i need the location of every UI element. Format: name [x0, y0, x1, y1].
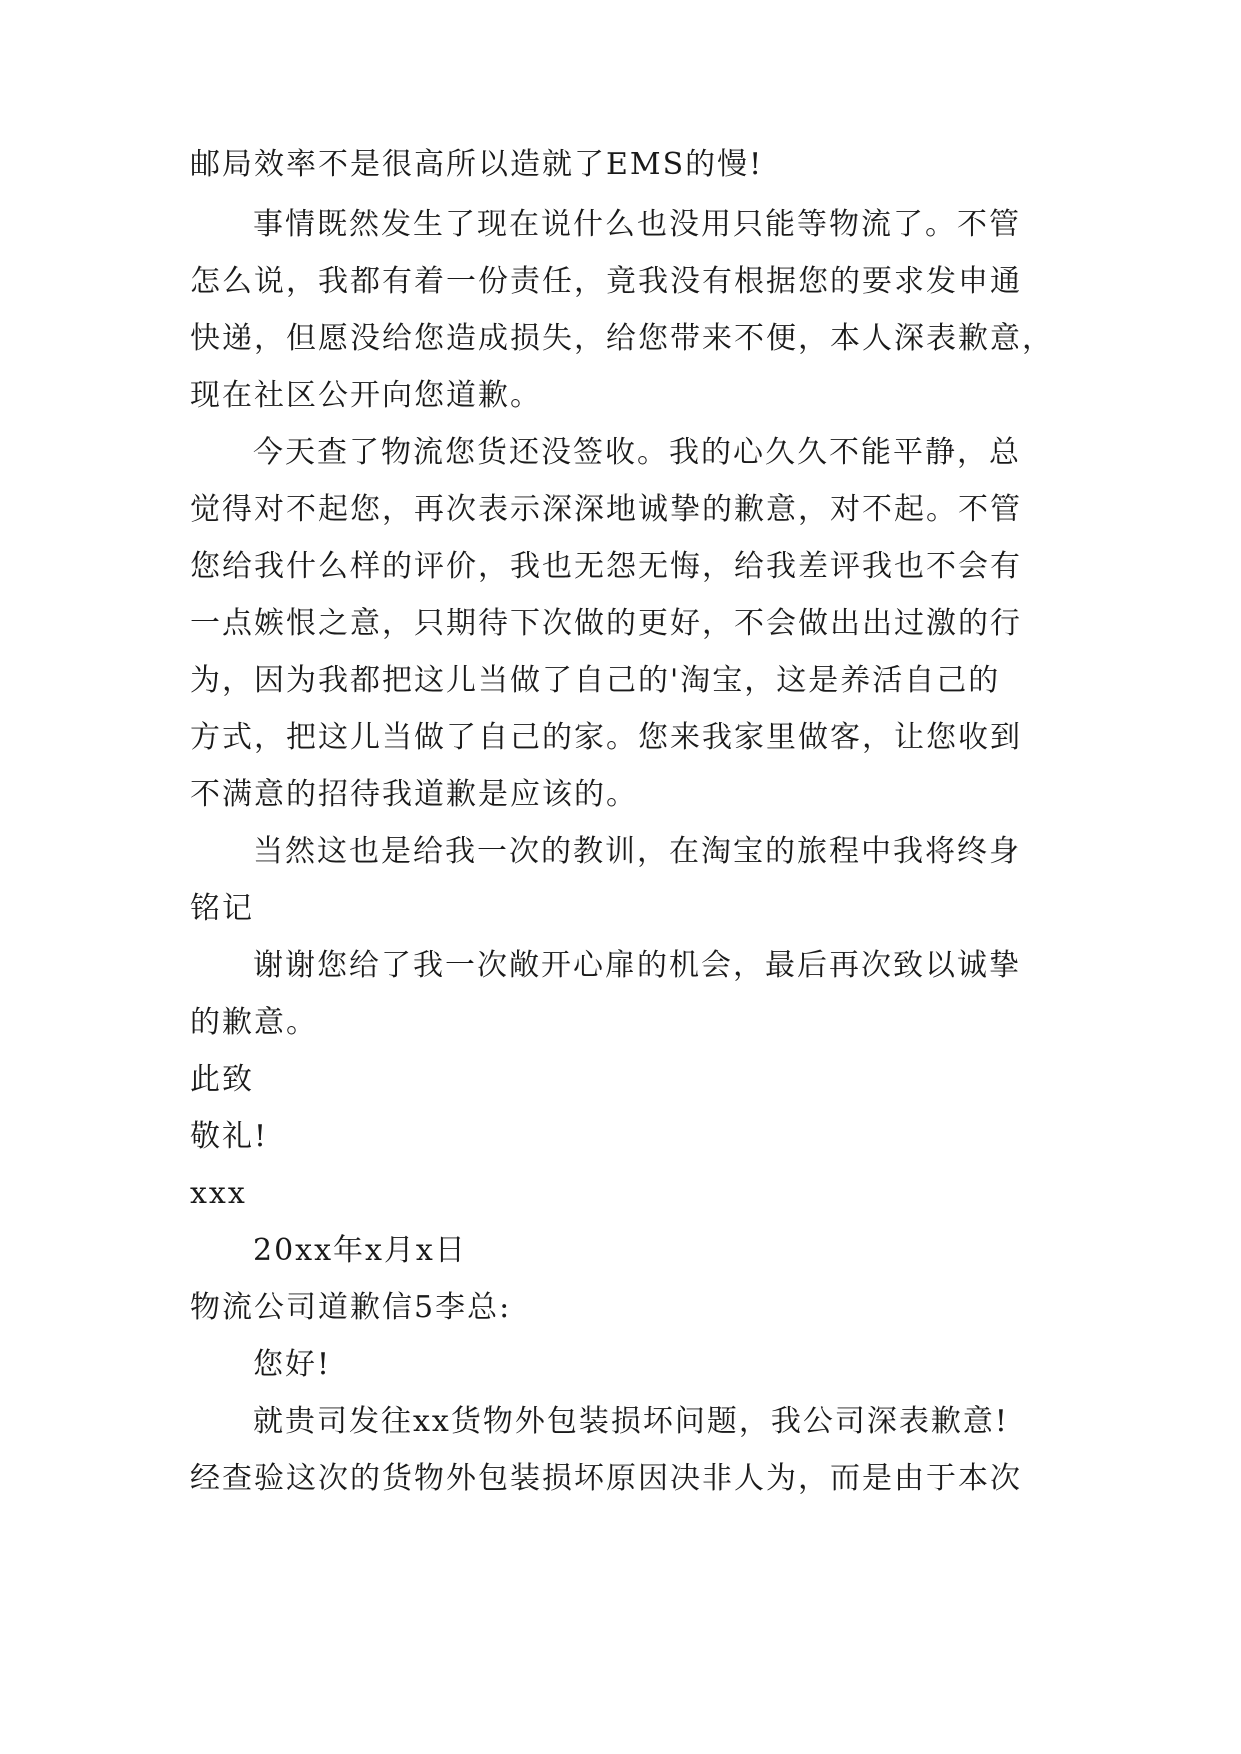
text-line: 现在社区公开向您道歉。 — [190, 378, 542, 413]
paragraph-start: 事情既然发生了现在说什么也没用只能等物流了。不管 — [253, 207, 1021, 242]
text-line: 一点嫉恨之意，只期待下次做的更好，不会做出出过激的行 — [190, 606, 1022, 641]
paragraph-start: 谢谢您给了我一次敞开心扉的机会，最后再次致以诚挚 — [253, 948, 1021, 983]
text-line: 觉得对不起您，再次表示深深地诚挚的歉意，对不起。不管 — [190, 492, 1022, 527]
closing-regards: 敬礼! — [190, 1119, 269, 1154]
greeting: 您好! — [253, 1347, 332, 1382]
date: 20xx年x月x日 — [253, 1233, 467, 1268]
text-line: 怎么说，我都有着一份责任，竟我没有根据您的要求发申通 — [190, 264, 1022, 299]
text-line: 您给我什么样的评价，我也无怨无悔，给我差评我也不会有 — [190, 549, 1022, 584]
letter-heading: 物流公司道歉信5李总: — [190, 1290, 512, 1325]
text-line: 快递，但愿没给您造成损失，给您带来不便，本人深表歉意， — [190, 321, 1054, 356]
text-line: 为，因为我都把这儿当做了自己的'淘宝，这是养活自己的 — [190, 663, 1001, 698]
paragraph-start: 当然这也是给我一次的教训，在淘宝的旅程中我将终身 — [253, 834, 1021, 869]
text-line: 的歉意。 — [190, 1005, 318, 1040]
paragraph-start: 就贵司发往xx货物外包装损坏问题，我公司深表歉意! — [253, 1404, 1009, 1439]
signature: xxx — [190, 1176, 247, 1211]
closing-salutation: 此致 — [190, 1062, 254, 1097]
text-line: 铭记 — [190, 891, 254, 926]
text-line: 不满意的招待我道歉是应该的。 — [190, 777, 638, 812]
text-line: 方式，把这儿当做了自己的家。您来我家里做客，让您收到 — [190, 720, 1022, 755]
text-line: 邮局效率不是很高所以造就了EMS的慢! — [190, 147, 764, 182]
paragraph-start: 今天查了物流您货还没签收。我的心久久不能平静，总 — [253, 435, 1021, 470]
text-line: 经查验这次的货物外包装损坏原因决非人为，而是由于本次 — [190, 1461, 1022, 1496]
